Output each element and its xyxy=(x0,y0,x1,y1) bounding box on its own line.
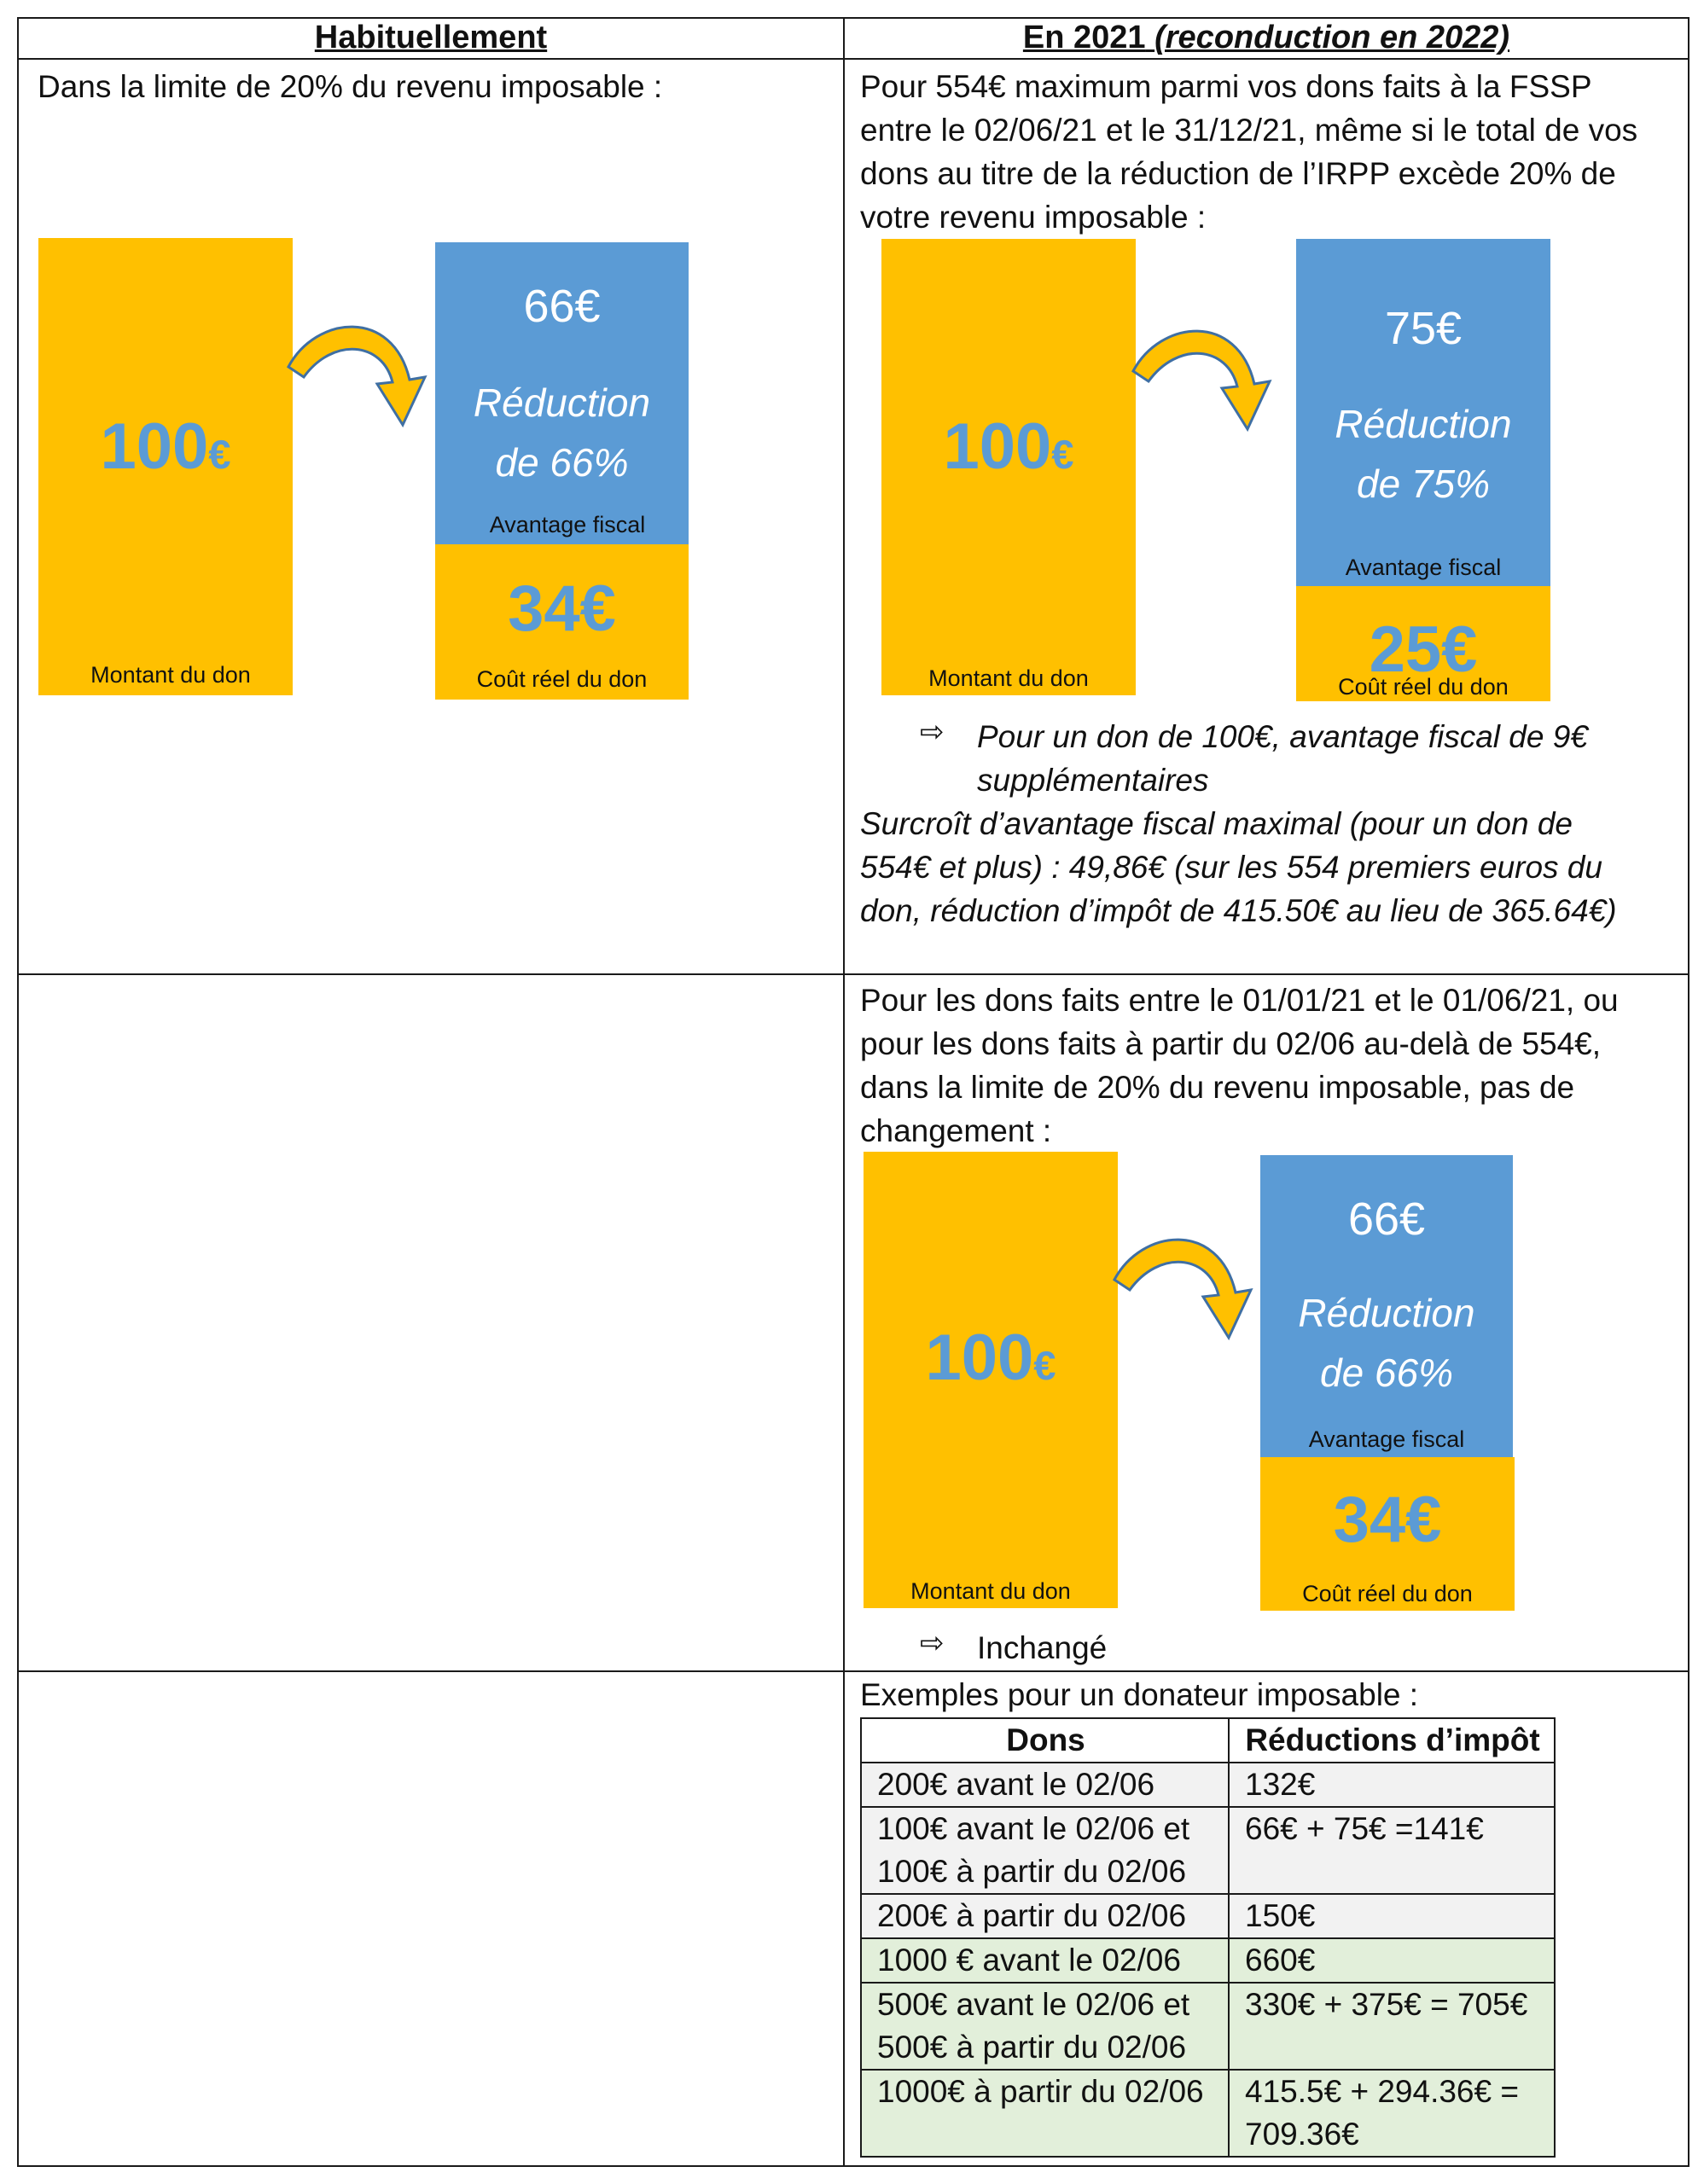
cell-dons: 200€ avant le 02/06 xyxy=(861,1763,1229,1807)
donation-amount xyxy=(881,410,1136,484)
reduction-label: Avantage fiscal xyxy=(1308,1426,1465,1452)
column-header-reductions: Réductions d’impôt xyxy=(1229,1718,1555,1763)
row1-left-text: Dans la limite de 20% du revenu imposable : xyxy=(38,69,663,104)
donation-currency: € xyxy=(208,432,231,477)
table-row xyxy=(861,1938,1555,1983)
reduction-label: Avantage fiscal xyxy=(489,512,646,537)
cell-reduction: 132€ xyxy=(1229,1763,1555,1807)
table-column-divider xyxy=(843,17,845,2167)
reduction-amount: 66€ xyxy=(523,281,601,332)
table-row xyxy=(861,2070,1555,2157)
cell-reduction: 150€ xyxy=(1229,1894,1555,1938)
examples-intro: Exemples pour un donateur imposable : xyxy=(860,1677,1419,1712)
table-row xyxy=(861,1807,1555,1894)
donation-amount xyxy=(864,1321,1118,1395)
donation-currency: € xyxy=(1033,1343,1056,1388)
row1-right-text: Pour 554€ maximum parmi vos dons faits à la FSSP entre le 02/06/21 et le 31/12/21, même si le total de vos dons au titre de la réduction de l’IRPP excède 20% de votre revenu imposable : xyxy=(860,69,1638,235)
donation-label: Montant du don xyxy=(90,662,251,688)
table-row xyxy=(861,1763,1555,1807)
reduction-line2: de 66% xyxy=(495,440,629,485)
cell-dons: 100€ avant le 02/06 et 100€ à partir du 02/06 xyxy=(861,1807,1229,1894)
cell-reduction: 66€ + 75€ =141€ xyxy=(1229,1807,1555,1894)
donation-currency: € xyxy=(1051,432,1074,477)
donation-label: Montant du don xyxy=(910,1578,1071,1604)
table-row2-divider xyxy=(17,1670,1689,1672)
cost-label: Coût réel du don xyxy=(1338,674,1509,700)
reduction-line1: Réduction xyxy=(1298,1291,1475,1335)
reduction-amount: 66€ xyxy=(1347,1194,1426,1245)
curved-arrow-icon xyxy=(1126,303,1280,439)
reduction-line1: Réduction xyxy=(1335,402,1512,446)
cell-reduction: 415.5€ + 294.36€ = 709.36€ xyxy=(1229,2070,1555,2157)
cost-label: Coût réel du don xyxy=(476,666,648,692)
table-header-divider xyxy=(17,58,1689,60)
table-row1-divider xyxy=(17,973,1689,975)
donation-value: 100 xyxy=(100,410,209,483)
donation-value: 100 xyxy=(925,1321,1034,1394)
header-year: En 2021 xyxy=(1022,20,1146,55)
table-header-row xyxy=(861,1718,1555,1763)
note-line3: don, réduction d’impôt de 415.50€ au lieu de 365.64€) xyxy=(860,893,1617,928)
bullet-text-line2: supplémentaires xyxy=(977,763,1209,798)
column-header-dons: Dons xyxy=(861,1718,1229,1763)
cell-dons: 1000€ à partir du 02/06 xyxy=(861,2070,1229,2157)
table-row xyxy=(861,1894,1555,1938)
cell-reduction: 660€ xyxy=(1229,1938,1555,1983)
reduction-amount: 75€ xyxy=(1384,303,1463,354)
note-line2: 554€ et plus) : 49,86€ (sur les 554 premiers euros du xyxy=(860,850,1602,885)
table-border-left xyxy=(17,17,19,2167)
cost-label: Coût réel du don xyxy=(1302,1581,1473,1606)
cell-reduction: 330€ + 375€ = 705€ xyxy=(1229,1983,1555,2070)
cost-amount: 34€ xyxy=(1333,1484,1442,1556)
cost-amount: 25€ xyxy=(1369,613,1478,686)
curved-arrow-icon xyxy=(282,299,435,435)
reduction-label: Avantage fiscal xyxy=(1345,555,1502,580)
header-habituellement: Habituellement xyxy=(314,20,548,55)
reduction-line2: de 75% xyxy=(1356,462,1490,506)
cell-dons: 200€ à partir du 02/06 xyxy=(861,1894,1229,1938)
reduction-line2: de 66% xyxy=(1319,1350,1453,1395)
table-border-bottom xyxy=(17,2165,1689,2167)
curved-arrow-icon xyxy=(1108,1211,1261,1348)
table-border-right xyxy=(1688,17,1689,2167)
reduction-line1: Réduction xyxy=(473,380,651,425)
examples-table xyxy=(860,1717,1556,2158)
cost-amount: 34€ xyxy=(508,572,616,645)
bullet-text-line1: Pour un don de 100€, avantage fiscal de 9€ xyxy=(977,719,1588,754)
row2-right-text: Pour les dons faits entre le 01/01/21 et le 01/06/21, ou pour les dons faits à partir du 02/06 au-delà de 554€, dans la limite de 20% du revenu imposable, pas de changement : xyxy=(860,983,1619,1148)
arrow-bullet-icon: ⇨ xyxy=(920,716,945,748)
header-renewal: (reconduction en 2022) xyxy=(1154,20,1510,55)
donation-amount xyxy=(38,410,293,484)
note-line1: Surcroît d’avantage fiscal maximal (pour un don de xyxy=(860,806,1573,841)
table-row xyxy=(861,1983,1555,2070)
donation-label: Montant du don xyxy=(928,665,1089,691)
cell-dons: 500€ avant le 02/06 et 500€ à partir du 02/06 xyxy=(861,1983,1229,2070)
cell-dons: 1000 € avant le 02/06 xyxy=(861,1938,1229,1983)
donation-value: 100 xyxy=(943,410,1052,483)
header-en-2021 xyxy=(845,19,1688,56)
bullet-text-unchanged: Inchangé xyxy=(977,1630,1108,1665)
arrow-bullet-icon: ⇨ xyxy=(920,1627,945,1659)
